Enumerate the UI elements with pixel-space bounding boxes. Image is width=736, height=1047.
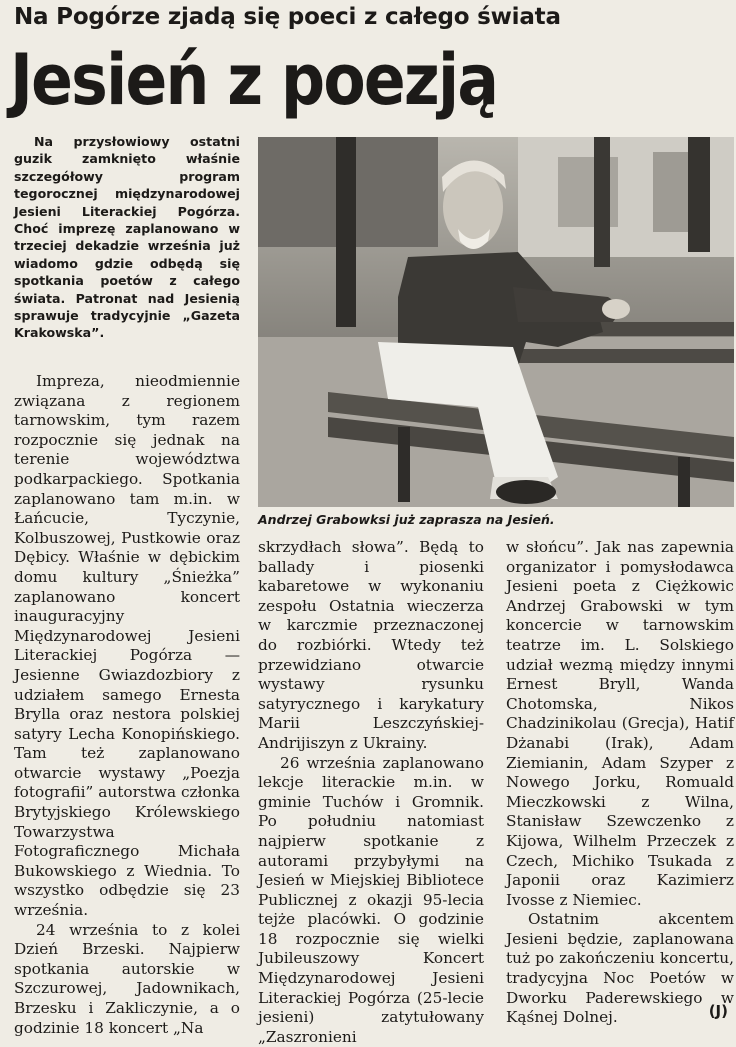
column-paragraph: 24 września to z kolei Dzień Brzeski. Najpierw spotkania autorskie w Szczurowej, Jadownikach, Brzesku i Zakliczynie, a o godzinie 18 koncert „Na	[14, 920, 240, 1037]
headline: Jesień z poezją	[10, 39, 498, 121]
column-paragraph: Ostatnim akcentem Jesieni będzie, zaplanowana tuż po zakończeniu koncertu, tradycyjna Noc Poetów w Dworku Paderewskiego w Kąśnej Dolnej.	[506, 910, 734, 1027]
kicker-subheadline: Na Pogórze zjadą się poeci z całego świata	[14, 4, 561, 30]
article-photo	[258, 137, 734, 507]
column-paragraph: 26 września zaplanowano lekcje literackie m.in. w gminie Tuchów i Gromnik. Po południu natomiast najpierw spotkanie z autorami przybyłymi na Jesień w Miejskiej Bibliotece Publicznej z okazji 95-lecia tejże placówki. O godzinie 18 rozpocznie się wielki Jubileuszowy Koncert Międzynarodowej Jesieni Literackiej Pogórza (25-lecie jesieni) zatytułowany „Zaszronieni	[258, 753, 484, 1046]
photo-man-on-bench-icon	[258, 137, 734, 507]
column-paragraph: w słońcu”. Jak nas zapewnia organizator i pomysłodawca Jesieni poeta z Ciężkowic Andrzej Grabowski w tym koncercie w tarnowskim teatrze im. L. Solskiego udział wezmą między innymi Ernest Bryll, Wanda Chotomska, Nikos Chadzinikolau (Grecja), Hatif Dżanabi (Irak), Adam Ziemianin, Adam Szyper z Nowego Jorku, Romuald Mieczkowski z Wilna, Stanisław Szewczenko z Kijowa, Wilhelm Przeczek z Czech, Michiko Tsukada z Japonii oraz Kazimierz Ivosse z Niemiec.	[506, 538, 734, 909]
lead-paragraph: Na przysłowiowy ostatni guzik zamknięto właśnie szczegółowy program tegorocznej międzynarodowej Jesieni Literackiej Pogórza. Choć imprezę zaplanowano w trzeciej dekadzie września już wiadomo gdzie odbędą się spotkania poetów z całego świata. Patronat nad Jesienią sprawuje tradycyjnie „Gazeta Krakowska”.	[14, 134, 240, 341]
article-column-1	[14, 372, 240, 1038]
article-column-2	[258, 538, 484, 1047]
author-signature: (J)	[708, 1002, 728, 1020]
column-paragraph: skrzydłach słowa”. Będą to ballady i piosenki kabaretowe w wykonaniu zespołu Ostatnia wieczerza w karczmie przeznaczonej do rozbiórki. Wtedy też przewidziano otwarcie wystawy rysunku satyrycznego i karykatury Marii Leszczyńskiej-Andrijiszyn z Ukrainy.	[258, 538, 484, 752]
column-paragraph: Impreza, nieodmiennie związana z regionem tarnowskim, tym razem rozpocznie się jednak na terenie województwa podkarpackiego. Spotkania zaplanowano tam m.in. w Łańcucie, Tyczynie, Kolbuszowej, Pustkowie oraz Dębicy. Właśnie w dębickim domu kultury „Śnieżka” zaplanowano koncert inauguracyjny Międzynarodowej Jesieni Literackiej Pogórza — Jesienne Gwiazdozbiory z udziałem samego Ernesta Brylla oraz nestora polskiej satyry Lecha Konopińskiego. Tam też zaplanowano otwarcie wystawy „Poezja fotografii” autorstwa członka Brytyjskiego Królewskiego Towarzystwa Fotograficznego Michała Bukowskiego z Wiednia. To wszystko odbędzie się 23 września.	[14, 372, 240, 920]
article-column-3	[506, 538, 734, 1028]
photo-caption: Andrzej Grabowksi już zaprasza na Jesień.	[258, 512, 555, 527]
